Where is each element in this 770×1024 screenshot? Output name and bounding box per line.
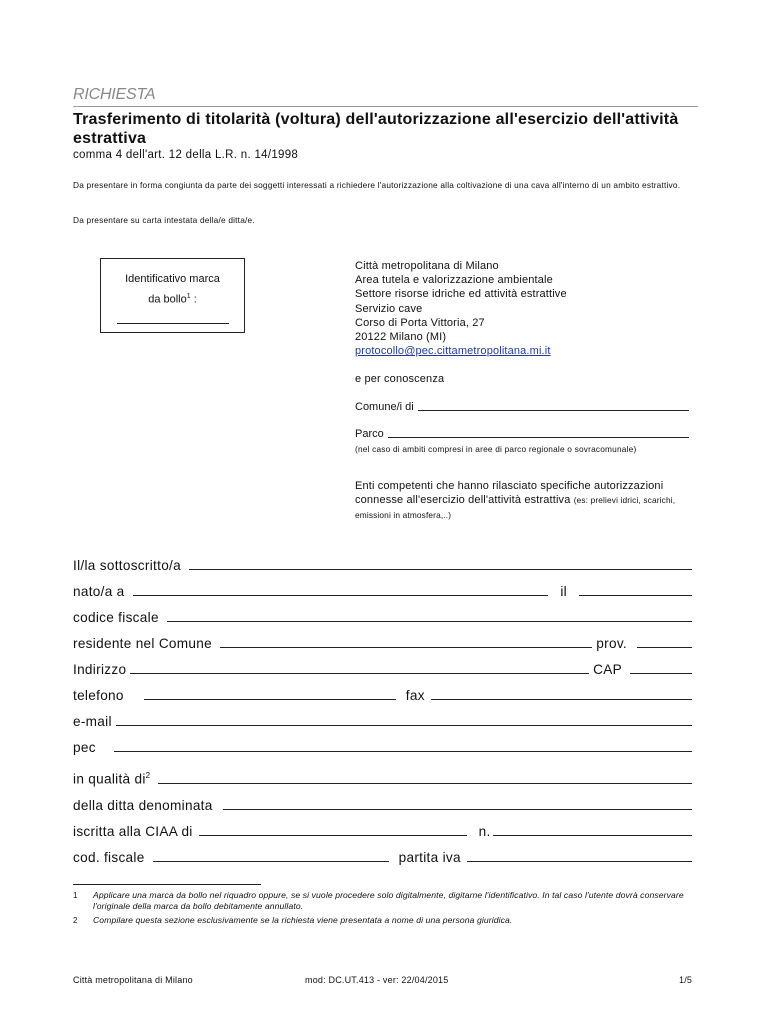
- row-fiscale-ditta: [73, 845, 692, 865]
- revenue-stamp-box: [100, 258, 245, 333]
- enti-note: (es: prelievi idrici, scarichi, emissioni in atmosfera,..): [355, 495, 676, 520]
- birthplace-field[interactable]: [133, 595, 549, 596]
- ciaa-number-field[interactable]: [493, 835, 692, 836]
- recipient-address: [355, 259, 700, 358]
- footnote-number: 1: [73, 891, 78, 900]
- partita-iva-field[interactable]: [467, 861, 692, 862]
- sottoscritto-field[interactable]: [189, 569, 692, 570]
- codice-fiscale-label: codice fiscale: [73, 610, 159, 625]
- residente-label: residente nel Comune: [73, 636, 212, 651]
- row-ciaa: [73, 819, 692, 839]
- telefono-field[interactable]: [144, 699, 396, 700]
- parco-note: (nel caso di ambiti compresi in aree di parco regionale o sovracomunale): [355, 444, 637, 454]
- nato-label: nato/a a: [73, 584, 125, 599]
- footnote-ref-2: 2: [145, 771, 151, 781]
- parco-input-line[interactable]: [388, 436, 689, 438]
- fax-label: fax: [405, 688, 425, 703]
- qualita-label: in qualità $di^2$: [73, 771, 151, 787]
- partita-iva-label: partita iva: [398, 850, 461, 865]
- recipient-line: Servizio cave: [355, 302, 423, 315]
- recipient-line: Corso di Porta Vittoria, 27: [355, 316, 485, 329]
- comune-label: Comune/i di: [355, 401, 414, 413]
- telefono-label: telefono: [73, 688, 124, 703]
- enti-competenti: [355, 479, 695, 522]
- row-email: [73, 709, 692, 729]
- ciaa-n-label: n.: [478, 824, 491, 839]
- recipient-line: Città metropolitana di Milano: [355, 260, 499, 272]
- stamp-id-field[interactable]: [117, 323, 229, 324]
- cc-label: e per conoscenza: [355, 373, 445, 385]
- codice-fiscale-field[interactable]: [167, 621, 692, 622]
- footnote-number: 2: [73, 916, 78, 925]
- footnote-divider: [73, 884, 261, 885]
- ciaa-field[interactable]: [199, 835, 467, 836]
- enti-text: Enti competenti che hanno rilasciato specifiche autorizzazioni connesse all'esercizio dell'attività estrattiva: [355, 480, 664, 507]
- row-sottoscritto: [73, 553, 692, 573]
- parco-field: [355, 428, 689, 440]
- email-field[interactable]: [116, 725, 692, 726]
- sottoscritto-label: Il/la sottoscritto/a: [73, 558, 181, 573]
- stamp-label-line2: da bollo$^1$ :: [148, 293, 197, 306]
- indirizzo-label: Indirizzo: [73, 662, 127, 677]
- row-codice-fiscale: [73, 605, 692, 625]
- applicant-form: [73, 553, 692, 865]
- row-qualita: [73, 767, 692, 787]
- row-indirizzo: [73, 657, 692, 677]
- parco-label: Parco: [355, 428, 384, 440]
- ditta-field[interactable]: [223, 809, 692, 810]
- comune-input-line[interactable]: [418, 409, 689, 411]
- pec-field[interactable]: [114, 751, 692, 752]
- ciaa-label: iscritta alla CIAA di: [73, 824, 193, 839]
- document-subtitle: comma 4 dell'art. 12 della L.R. n. 14/1998: [73, 149, 299, 161]
- footer-form-code: mod: DC.UT.413 - ver: 22/04/2015: [305, 975, 449, 985]
- cap-label: CAP: [593, 662, 622, 677]
- ditta-label: della ditta denominata: [73, 798, 213, 813]
- email-label: e-mail: [73, 714, 112, 729]
- document-kicker: RICHIESTA: [73, 86, 156, 103]
- prov-label: prov.: [596, 636, 627, 651]
- fax-field[interactable]: [431, 699, 692, 700]
- il-label: il: [560, 584, 567, 599]
- row-contatti: [73, 683, 692, 703]
- recipient-line: Settore risorse idriche ed attività estrattive: [355, 288, 567, 301]
- letterhead-note: Da presentare su carta intestata della/e ditta/e.: [73, 215, 255, 225]
- stamp-label-line1: Identificativo marca: [125, 273, 220, 285]
- recipient-line: Area tutela e valorizzazione ambientale: [355, 274, 553, 287]
- header-divider: [73, 106, 698, 107]
- cod-fiscale-label: cod. fiscale: [73, 850, 145, 865]
- footer-page-number: 1/5: [679, 975, 693, 985]
- pec-email-link[interactable]: protocollo@pec.cittametropolitana.mi.it: [355, 345, 551, 358]
- comune-residenza-field[interactable]: [220, 647, 592, 648]
- indirizzo-field[interactable]: [130, 673, 589, 674]
- row-pec: [73, 735, 692, 755]
- qualita-field[interactable]: [158, 783, 692, 784]
- comune-field: [355, 401, 689, 413]
- recipient-line: 20122 Milano (MI): [355, 331, 447, 344]
- cod-fiscale-field[interactable]: [153, 861, 389, 862]
- pec-label: pec: [73, 740, 96, 755]
- cap-field[interactable]: [630, 673, 692, 674]
- footnote-2: [73, 915, 699, 926]
- footer-organization: Città metropolitana di Milano: [73, 975, 193, 985]
- footnote-1: [73, 890, 699, 912]
- row-nato: [73, 579, 692, 599]
- row-ditta: [73, 793, 692, 813]
- footnote-ref-1: 1: [186, 293, 191, 300]
- footnote-text: Compilare questa sezione esclusivamente se la richiesta viene presentata a nome di una persona giuridica.: [93, 915, 513, 925]
- birthdate-field[interactable]: [579, 595, 692, 596]
- submission-note: Da presentare in forma congiunta da parte dei soggetti interessati a richiedere l'autorizzazione alla coltivazione di una cava all'interno di un ambito estrattivo.: [73, 180, 681, 190]
- row-residenza: [73, 631, 692, 651]
- footnote-text: Applicare una marca da bollo nel riquadro oppure, se si vuole procedere solo digitalmente, digitarne l'identificativo. In tal caso l'utente dovrà conservare l'originale della marca da bollo debitamente annullato.: [93, 890, 684, 911]
- document-title: Trasferimento di titolarità (voltura) dell'autorizzazione all'esercizio dell'attività estrattiva: [73, 111, 679, 147]
- prov-field[interactable]: [637, 647, 692, 648]
